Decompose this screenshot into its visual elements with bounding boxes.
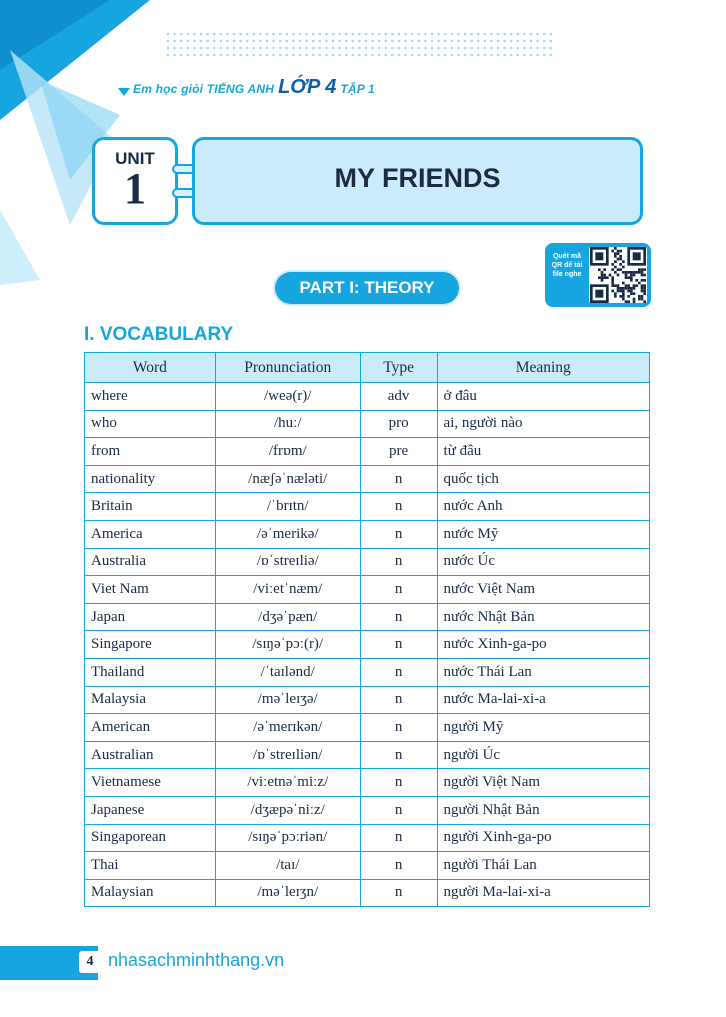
table-row [85,383,650,411]
meaning-cell: người Úc [437,741,649,769]
word-cell: who [85,410,216,438]
meaning-cell: nước Nhật Bản [437,603,649,631]
word-cell: Thailand [85,658,216,686]
word-cell: Vietnamese [85,769,216,797]
meaning-cell: nước Xinh-ga-po [437,631,649,659]
type-cell: n [360,603,437,631]
word-cell: Malaysian [85,879,216,907]
section-heading: I. VOCABULARY [84,324,234,345]
type-cell: n [360,520,437,548]
type-cell: n [360,852,437,880]
pronunciation-cell: /ˈtaɪlənd/ [215,658,360,686]
type-cell: pre [360,438,437,466]
website-link: nhasachminhthang.vn [108,950,285,970]
pronunciation-cell: /viːetˈnæm/ [215,576,360,604]
pronunciation-cell: /məˈleɪʒə/ [215,686,360,714]
word-cell: nationality [85,465,216,493]
word-cell: Singapore [85,631,216,659]
type-cell: n [360,465,437,493]
table-row [85,520,650,548]
meaning-cell: nước Việt Nam [437,576,649,604]
pronunciation-cell: /əˈmerikə/ [215,520,360,548]
page-number: 4 [79,951,101,973]
meaning-cell: nước Úc [437,548,649,576]
pronunciation-cell: /frɒm/ [215,438,360,466]
table-row [85,824,650,852]
type-cell: n [360,824,437,852]
meaning-cell: nước Thái Lan [437,658,649,686]
header-pronunciation: Pronunciation [215,353,360,383]
meaning-cell: người Xinh-ga-po [437,824,649,852]
unit-word: UNIT [115,149,155,168]
pronunciation-cell: /sɪŋəˈpɔː(r)/ [215,631,360,659]
type-cell: n [360,576,437,604]
word-cell: Australian [85,741,216,769]
pronunciation-cell: /næʃəˈnæləti/ [215,465,360,493]
unit-badge [92,137,178,225]
table-row [85,603,650,631]
table-row [85,576,650,604]
meaning-cell: ai, người nào [437,410,649,438]
pronunciation-cell: /ɒˈstreɪliə/ [215,548,360,576]
type-cell: n [360,631,437,659]
type-cell: n [360,686,437,714]
table-row [85,714,650,742]
pronunciation-cell: /viːetnəˈmiːz/ [215,769,360,797]
pronunciation-cell: /ɒˈstreɪliən/ [215,741,360,769]
type-cell: n [360,714,437,742]
meaning-cell: từ đâu [437,438,649,466]
table-row [85,879,650,907]
unit-number: 1 [124,164,146,213]
word-cell: American [85,714,216,742]
meaning-cell: nước Mỹ [437,520,649,548]
pronunciation-cell: /məˈleɪʒn/ [215,879,360,907]
pronunciation-cell: /sɪŋəˈpɔːriən/ [215,824,360,852]
table-row [85,741,650,769]
word-cell: where [85,383,216,411]
meaning-cell: người Mỹ [437,714,649,742]
word-cell: Malaysia [85,686,216,714]
header-word: Word [85,353,216,383]
volume-label: TẬP 1 [340,82,375,96]
table-row [85,438,650,466]
part-label: PART I: THEORY [299,278,435,297]
type-cell: n [360,548,437,576]
pronunciation-cell: /weə(r)/ [215,383,360,411]
header-type: Type [360,353,437,383]
table-row [85,465,650,493]
table-row [85,658,650,686]
table-row [85,631,650,659]
word-cell: Japan [85,603,216,631]
meaning-cell: người Thái Lan [437,852,649,880]
table-row [85,410,650,438]
table-row [85,686,650,714]
table-row [85,796,650,824]
unit-title: MY FRIENDS [334,162,501,193]
word-cell: Britain [85,493,216,521]
meaning-cell: người Nhật Bản [437,796,649,824]
qr-code-icon [589,247,647,303]
pronunciation-cell: /əˈmerɪkən/ [215,714,360,742]
unit-title-box [192,137,643,225]
table-row [85,852,650,880]
pronunciation-cell: /dʒəˈpæn/ [215,603,360,631]
word-cell: Australia [85,548,216,576]
qr-label: Quét mã QR để tải file nghe [551,253,583,278]
meaning-cell: nước Anh [437,493,649,521]
meaning-cell: nước Ma-lai-xi-a [437,686,649,714]
table-header-row [85,353,650,383]
meaning-cell: ở đâu [437,383,649,411]
qr-panel [545,243,651,307]
word-cell: Viet Nam [85,576,216,604]
pronunciation-cell: /taɪ/ [215,852,360,880]
meaning-cell: người Ma-lai-xi-a [437,879,649,907]
table-body [85,383,650,907]
meaning-cell: người Việt Nam [437,769,649,797]
type-cell: n [360,493,437,521]
book-series-header [133,76,375,104]
type-cell: n [360,658,437,686]
type-cell: n [360,796,437,824]
type-cell: n [360,879,437,907]
meaning-cell: quốc tịch [437,465,649,493]
pronunciation-cell: /ˈbrɪtn/ [215,493,360,521]
type-cell: pro [360,410,437,438]
type-cell: n [360,769,437,797]
word-cell: Japanese [85,796,216,824]
type-cell: n [360,741,437,769]
table-row [85,493,650,521]
table-row [85,548,650,576]
table-row [85,769,650,797]
pronunciation-cell: /huː/ [215,410,360,438]
pronunciation-cell: /dʒæpəˈniːz/ [215,796,360,824]
vocabulary-table [84,352,650,907]
word-cell: from [85,438,216,466]
word-cell: Singaporean [85,824,216,852]
word-cell: America [85,520,216,548]
word-cell: Thai [85,852,216,880]
grade-label: LỚP 4 [278,76,337,98]
header-meaning: Meaning [437,353,649,383]
type-cell: adv [360,383,437,411]
part-pill [275,272,459,304]
series-title: Em học giỏi TIẾNG ANH [133,82,275,96]
